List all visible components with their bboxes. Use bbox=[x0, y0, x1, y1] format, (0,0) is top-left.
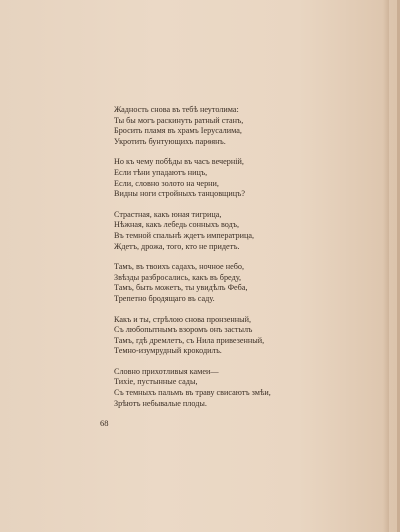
poem-line: Видны ноги стройныхъ танцовщицъ? bbox=[114, 189, 245, 199]
poem-line: Ждетъ, дрожа, того, кто не придетъ. bbox=[114, 241, 240, 251]
stanza-5 bbox=[114, 315, 364, 357]
poem-line: Бросить пламя въ храмъ Іерусалима, bbox=[114, 126, 242, 136]
poem-line: Какъ и ты, стрѣлою снова пронзенный, bbox=[114, 314, 252, 324]
poem-line: Съ темныхъ пальмъ въ траву свисаютъ змѣи, bbox=[114, 388, 271, 398]
poem-line: Тамъ, быть можетъ, ты увидѣлъ Феба, bbox=[114, 283, 248, 293]
poem-line: Тамъ, гдѣ дремлетъ, съ Нила привезенный, bbox=[114, 335, 265, 345]
stanza-3 bbox=[114, 210, 364, 252]
poem-line: Ты бы могъ раскинуть ратный станъ, bbox=[114, 115, 244, 125]
stanza-4 bbox=[114, 262, 364, 304]
poem-line: Зрѣютъ небывалые плоды. bbox=[114, 398, 207, 408]
page-number: 68 bbox=[100, 418, 109, 428]
poem-line: Темно-изумрудный крокодилъ. bbox=[114, 346, 222, 356]
stanza-6 bbox=[114, 367, 364, 409]
poem-line: Звѣзды разбросались, какъ въ бреду, bbox=[114, 272, 242, 282]
poem-line: Съ любопытнымъ взоромъ онъ застылъ bbox=[114, 325, 253, 335]
poem-line: Но къ чему побѣды въ часъ вечерній, bbox=[114, 157, 244, 167]
poem-text bbox=[114, 105, 364, 419]
poem-line: Страстная, какъ юная тигрица, bbox=[114, 209, 222, 219]
stanza-2 bbox=[114, 157, 364, 199]
poem-line: Нѣжная, какъ лебедь сонныхъ водъ, bbox=[114, 220, 240, 230]
poem-line: Укротить бунтующихъ парѳянъ. bbox=[114, 136, 226, 146]
poem-line: Тамъ, въ твоихъ садахъ, ночное небо, bbox=[114, 262, 245, 272]
poem-line: Если, словно золото на черни, bbox=[114, 178, 219, 188]
poem-line: Трепетно бродящаго въ саду. bbox=[114, 293, 215, 303]
poem-line: Если тѣни упадаютъ ницъ, bbox=[114, 167, 208, 177]
poem-line: Словно прихотливыя камеи— bbox=[114, 366, 219, 376]
stanza-1 bbox=[114, 105, 364, 147]
poem-line: Въ темной спальнѣ ждетъ императрица, bbox=[114, 230, 255, 240]
poem-line: Тихіе, пустынные сады, bbox=[114, 377, 198, 387]
poem-line: Жадность снова въ тебѣ неутолима: bbox=[114, 105, 239, 114]
